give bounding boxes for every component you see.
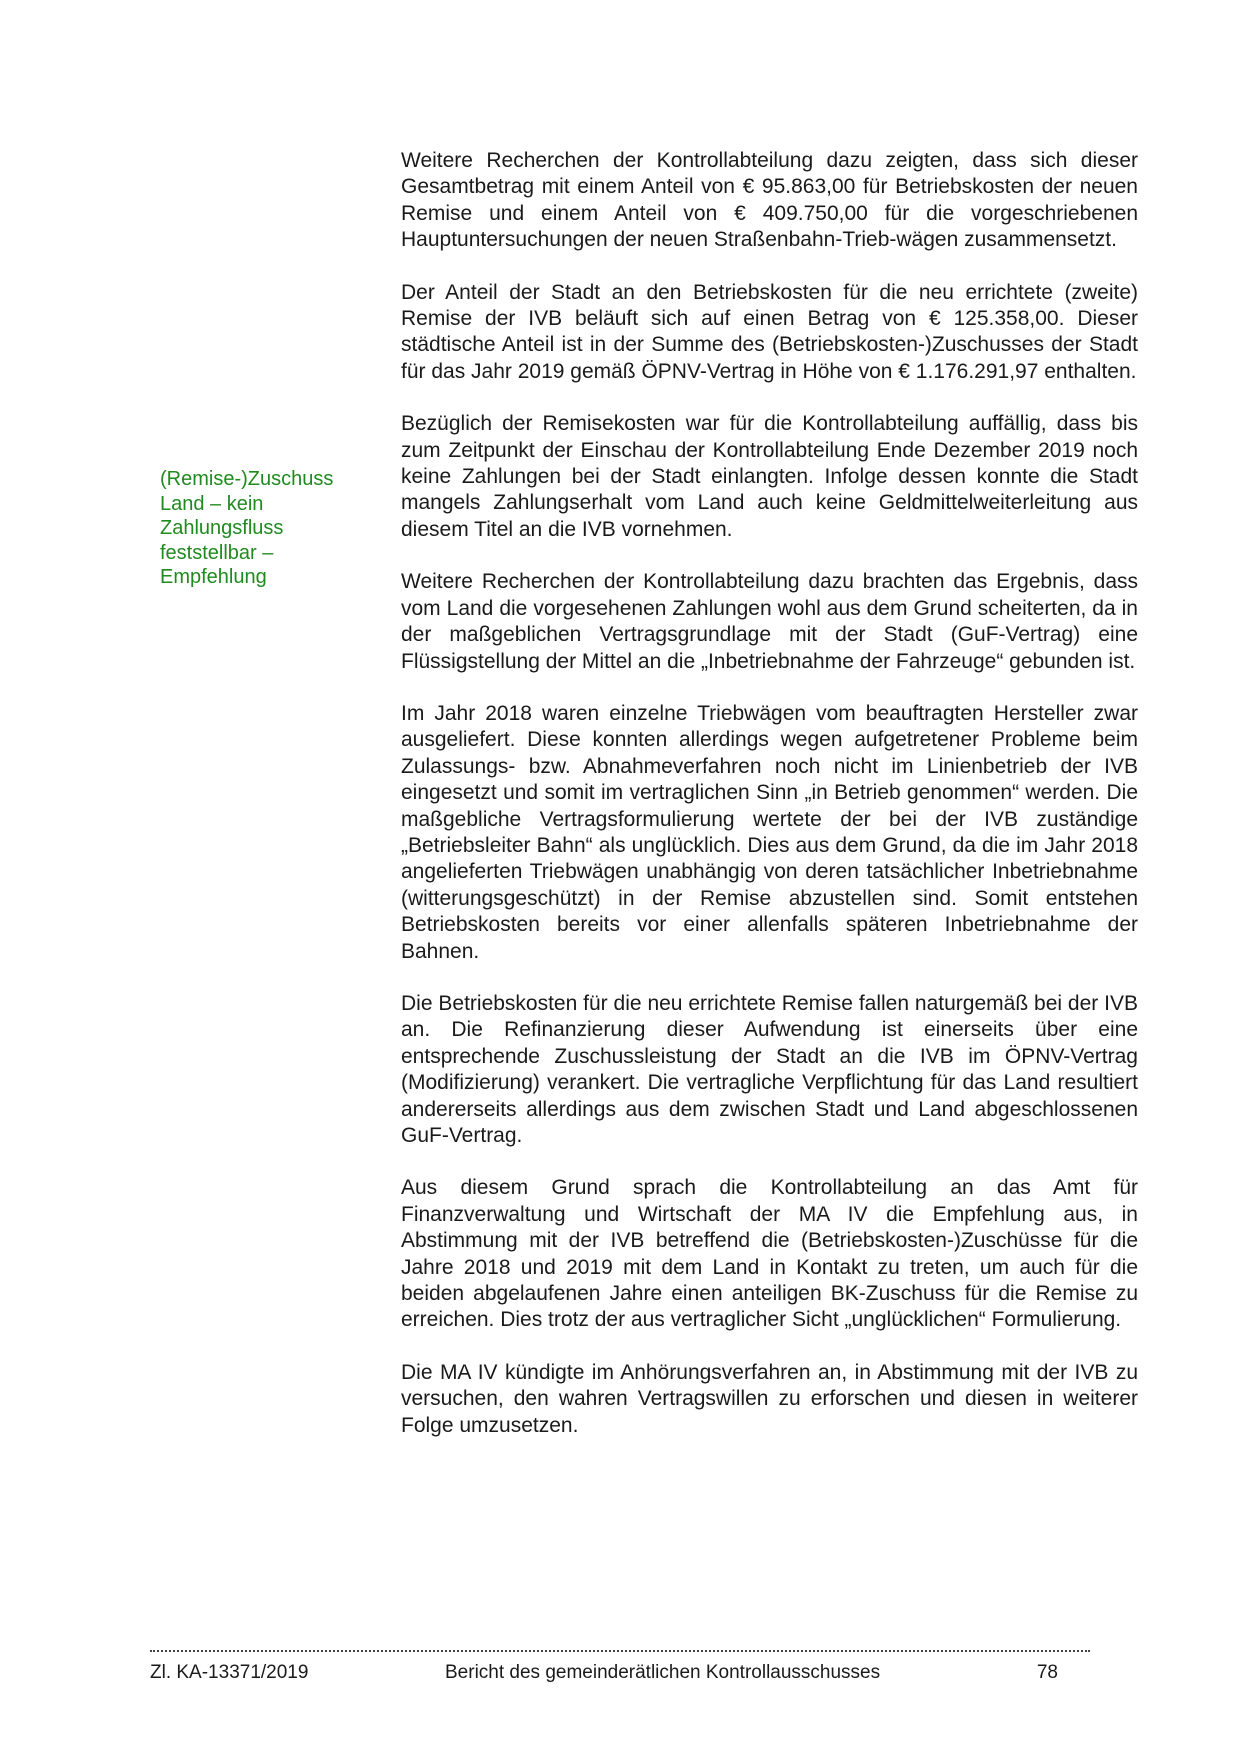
paragraph-contract-basis: Weitere Recherchen der Kontrollabteilung dazu brachten das Ergebnis, dass vom Land die vorgesehenen Zahlungen wohl aus dem Grund scheiterten, da in der maßgeblichen Vertragsgrundlage mit der Stadt (GuF-Vertrag) eine Flüssigstellung der Mittel an die „Inbetriebnahme der Fahrzeuge“ gebunden ist. — [401, 570, 1138, 673]
paragraph-trams-2018: Im Jahr 2018 waren einzelne Triebwägen vom beauftragten Hersteller zwar ausgeliefert. Diese konnten allerdings wegen aufgetretener Probleme beim Zulassungs- bzw. Abnahmeverfahren noch nicht im Linienbetrieb der IVB eingesetzt und somit im vertraglichen Sinn „in Betrieb genommen“ werden. Die maßgebliche Vertragsformulierung wertete der bei der IVB zuständige „Betriebsleiter Bahn“ als unglücklich. Dies aus dem Grund, da die im Jahr 2018 angelieferten Triebwägen unabhängig von deren tatsächlicher Inbetriebnahme (witterungsgeschützt) in der Remise abzustellen sind. Somit entstehen Betriebskosten bereits vor einer allenfalls späteren Inbetriebnahme der Bahnen. — [401, 701, 1138, 963]
paragraph-ma4-response: Die MA IV kündigte im Anhörungsverfahren an, in Abstimmung mit der IVB zu versuchen, den wahren Vertragswillen zu erforschen und diesen in weiterer Folge umzusetzen. — [401, 1360, 1138, 1437]
paragraph-recommendation: Aus diesem Grund sprach die Kontrollabteilung an das Amt für Finanzverwaltung und Wirtschaft der MA IV die Empfehlung aus, in Abstimmung mit der IVB betreffend die (Betriebskosten-)Zuschüsse für die Jahre 2018 und 2019 mit dem Land in Kontakt zu treten, um auch für die beiden abgelaufenen Jahre einen anteiligen BK-Zuschuss für die Remise zu erreichen. Dies trotz der aus vertraglicher Sicht „unglücklichen“ Formulierung. — [401, 1176, 1138, 1332]
margin-note — [160, 467, 360, 590]
footer-page-number: 78 — [1036, 1662, 1058, 1683]
footer-divider — [150, 1650, 1090, 1652]
footer-report-title: Bericht des gemeinderätlichen Kontrollausschusses — [445, 1662, 881, 1683]
paragraph-operating-costs: Die Betriebskosten für die neu errichtete Remise fallen naturgemäß bei der IVB an. Die Refinanzierung dieser Aufwendung ist einerseits über eine entsprechende Zuschussleistung der Stadt an die IVB im ÖPNV-Vertrag (Modifizierung) verankert. Die vertragliche Verpflichtung für das Land resultiert andererseits allerdings aus dem zwischen Stadt und Land abgeschlossenen GuF-Vertrag. — [401, 991, 1138, 1147]
paragraph-breakdown-amounts: Weitere Recherchen der Kontrollabteilung dazu zeigten, dass sich dieser Gesamtbetrag mit einem Anteil von € 95.863,00 für Betriebskosten der neuen Remise und einem Anteil von € 409.750,00 für die vorgeschriebenen Hauptuntersuchungen der neuen Straßenbahn-Trieb-wägen zusammensetzt. — [401, 149, 1138, 252]
page-footer — [150, 1662, 1090, 1688]
margin-note-line: (Remise-)Zuschuss — [160, 468, 334, 490]
paragraph-city-share: Der Anteil der Stadt an den Betriebskosten für die neu errichtete (zweite) Remise der IVB beläuft sich auf einen Betrag von € 125.358,00. Dieser städtische Anteil ist in der Summe des (Betriebskosten-)Zuschusses der Stadt für das Jahr 2019 gemäß ÖPNV-Vertrag in Höhe von € 1.176.291,97 enthalten. — [401, 280, 1138, 383]
paragraph-no-payments: Bezüglich der Remisekosten war für die Kontrollabteilung auffällig, dass bis zum Zeitpunkt der Einschau der Kontrollabteilung Ende Dezember 2019 noch keine Zahlungen bei der Stadt einlangten. Infolge dessen konnte die Stadt mangels Zahlungserhalt vom Land auch keine Geldmittelweiterleitung aus diesem Titel an die IVB vornehmen. — [401, 412, 1138, 541]
margin-note-line: Empfehlung — [160, 566, 267, 588]
main-text-column — [401, 148, 1138, 1465]
margin-note-line: feststellbar – — [160, 541, 274, 564]
margin-note-line: Zahlungsfluss — [160, 517, 284, 539]
footer-reference: Zl. KA-13371/2019 — [150, 1662, 309, 1683]
margin-note-line: Land – kein — [160, 492, 264, 515]
